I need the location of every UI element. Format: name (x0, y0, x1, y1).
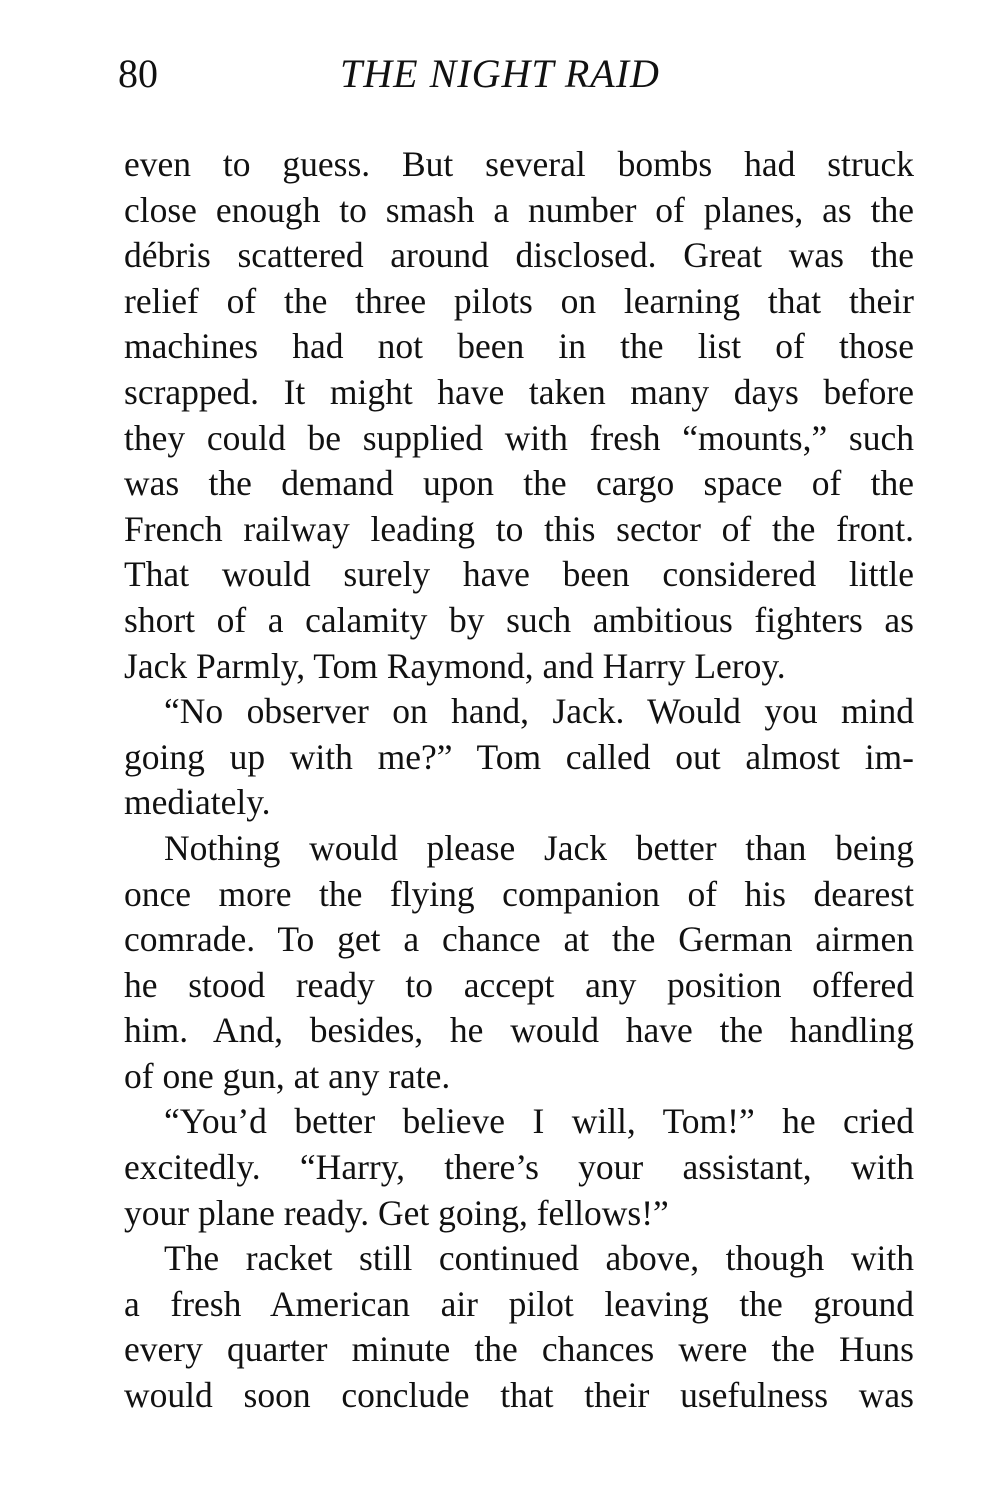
text-line: “You’d better believe I will, Tom!” he cried (164, 1101, 914, 1142)
text-line: relief of the three pilots on learning that their (124, 280, 914, 321)
text-line: once more the flying companion of his dearest (124, 873, 914, 914)
running-title: THE NIGHT RAID (340, 51, 660, 96)
text-line: even to guess. But several bombs had struck (124, 144, 914, 184)
text-line: comrade. To get a chance at the German airmen (124, 919, 914, 960)
text-line: excitedly. “Harry, there’s your assistant, with (124, 1147, 914, 1188)
text-line: your plane ready. Get going, fellows!” (124, 1192, 669, 1233)
text-line: “No observer on hand, Jack. Would you mind (164, 691, 914, 732)
text-line: mediately. (124, 782, 271, 823)
text-line: he stood ready to accept any position offered (124, 964, 914, 1005)
text-line: close enough to smash a number of planes, as the (124, 189, 914, 230)
text-line: him. And, besides, he would have the handling (124, 1010, 914, 1051)
text-line: they could be supplied with fresh “mounts,” such (124, 417, 914, 458)
text-line: débris scattered around disclosed. Great was the (124, 235, 914, 276)
text-line: short of a calamity by such ambitious fighters as (124, 599, 914, 640)
text-line: machines had not been in the list of those (124, 326, 914, 367)
text-line: That would surely have been considered little (124, 554, 914, 595)
text-line: of one gun, at any rate. (124, 1055, 451, 1096)
text-line: was the demand upon the cargo space of the (124, 463, 914, 504)
text-line: scrapped. It might have taken many days before (124, 371, 914, 412)
text-line: The racket still continued above, though with (164, 1238, 914, 1279)
text-line: would soon conclude that their usefulness was (124, 1375, 914, 1416)
text-line: every quarter minute the chances were the Huns (124, 1329, 914, 1370)
text-line: French railway leading to this sector of the front. (124, 508, 914, 549)
body-text (124, 142, 914, 1419)
text-line: Nothing would please Jack better than being (164, 827, 914, 868)
text-line: a fresh American air pilot leaving the ground (124, 1283, 914, 1324)
page-number: 80 (118, 51, 158, 96)
text-line: going up with me?” Tom called out almost im- (124, 736, 914, 777)
page-header (118, 44, 918, 104)
text-line: Jack Parmly, Tom Raymond, and Harry Leroy. (124, 645, 786, 686)
